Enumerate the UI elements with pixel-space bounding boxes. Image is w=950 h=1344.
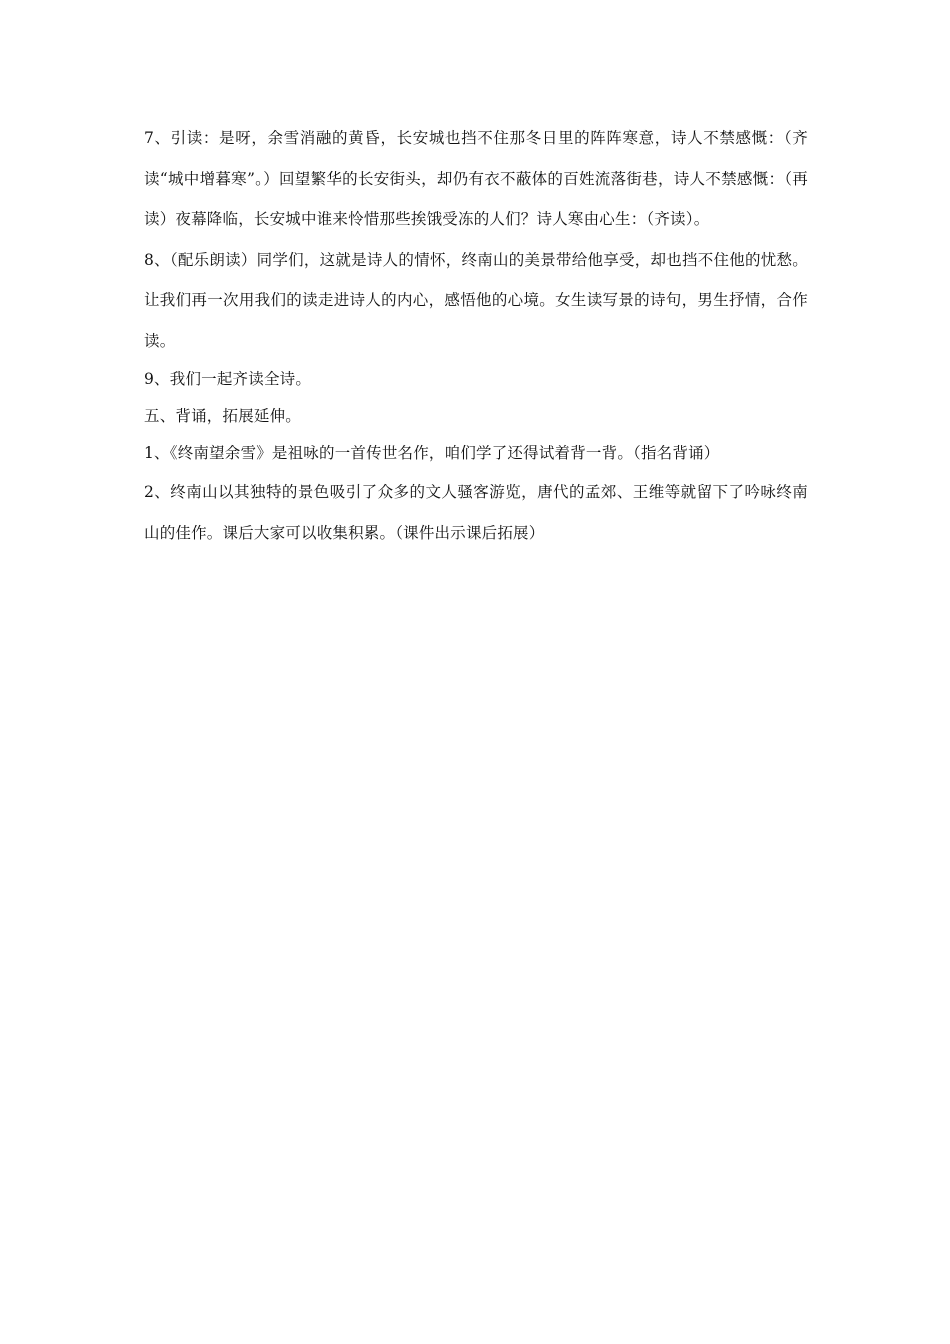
paragraph-step-9: 9、我们一起齐读全诗。	[144, 370, 312, 388]
section-heading-recite-extend: 五、背诵，拓展延伸。	[144, 407, 302, 425]
paragraph-step-8: 8、（配乐朗读）同学们，这就是诗人的情怀，终南山的美景带给他享受，却也挡不住他的忧愁。让我们再一次用我们的读走进诗人的内心，感悟他的心境。女生读写景的诗句，男生抒情，合作读。	[144, 250, 808, 350]
paragraph-recite-1: 1、《终南望余雪》是祖咏的一首传世名作，咱们学了还得试着背一背。（指名背诵）	[144, 444, 720, 462]
document-body	[144, 118, 808, 553]
paragraph-step-7: 7、引读：是呀，余雪消融的黄昏，长安城也挡不住那冬日里的阵阵寒意，诗人不禁感慨：（齐读“城中增暮寒”。）回望繁华的长安街头，却仍有衣不蔽体的百姓流落街巷，诗人不禁感慨：（再读）夜幕降临，长安城中谁来怜惜那些挨饿受冻的人们？诗人寒由心生：（齐读）。	[144, 129, 808, 228]
paragraph-extend-2: 2、终南山以其独特的景色吸引了众多的文人骚客游览，唐代的孟郊、王维等就留下了吟咏终南山的佳作。课后大家可以收集积累。（课件出示课后拓展）	[144, 483, 808, 542]
